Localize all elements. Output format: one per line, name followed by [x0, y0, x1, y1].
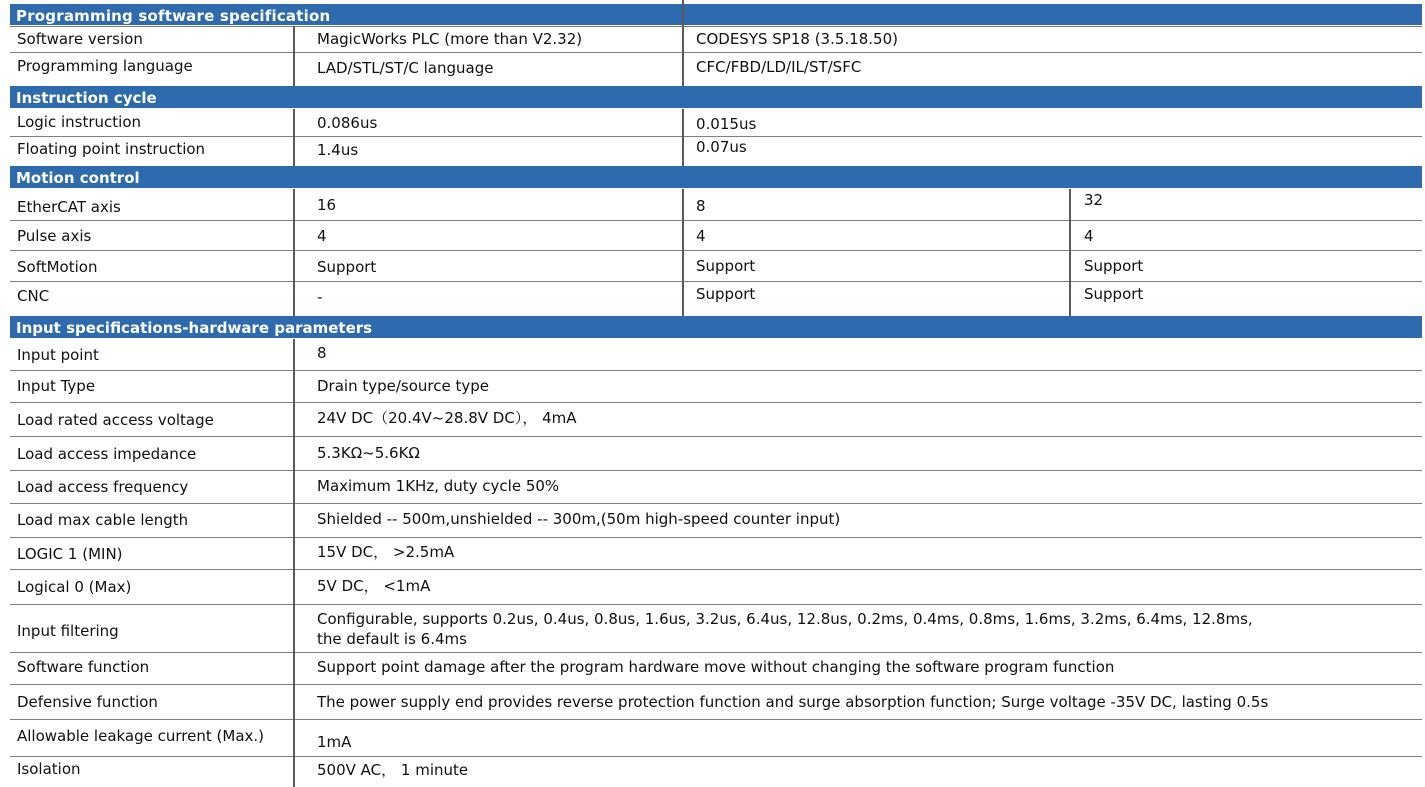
- section-header-motion: [10, 166, 1422, 188]
- value-2: 0.07us: [696, 138, 747, 156]
- value-1: 1.4us: [317, 141, 359, 159]
- row-label: Isolation: [17, 760, 81, 778]
- value-2: Support: [696, 285, 756, 303]
- row-label: Programming language: [17, 57, 193, 75]
- value-codesys: CFC/FBD/LD/IL/ST/SFC: [696, 58, 862, 76]
- divider: [10, 436, 1422, 437]
- section-header-input: [10, 316, 1422, 338]
- divider: [10, 281, 1422, 282]
- value-3: 4: [1084, 227, 1094, 245]
- value-2: Support: [696, 257, 756, 275]
- column-separator: [1069, 189, 1071, 316]
- row-label: Input point: [17, 346, 99, 364]
- value-2: 4: [696, 227, 706, 245]
- value: 5V DC， <1mA: [317, 577, 431, 595]
- divider: [10, 604, 1422, 605]
- section-title: Input specifications-hardware parameters: [16, 319, 373, 337]
- value-continued: the default is 6.4ms: [317, 630, 467, 648]
- row-label: SoftMotion: [17, 258, 98, 276]
- value: Drain type/source type: [317, 377, 490, 395]
- row-label: Load rated access voltage: [17, 411, 214, 429]
- column-separator: [682, 189, 684, 316]
- value-1: 0.086us: [317, 114, 378, 132]
- divider: [10, 26, 1422, 27]
- column-separator: [293, 339, 295, 787]
- section-header-instruction: [10, 86, 1422, 108]
- column-separator: [293, 109, 295, 166]
- value: Configurable, supports 0.2us, 0.4us, 0.8us, 1.6us, 3.2us, 6.4us, 12.8us, 0.2ms, 0.4ms, 0.8ms, 1.6ms, 3.2ms, 6.4ms, 12.8ms,: [317, 610, 1253, 628]
- value: Shielded -- 500m,unshielded -- 300m,(50m high-speed counter input): [317, 510, 841, 528]
- divider: [10, 136, 1422, 137]
- column-separator: [682, 109, 684, 166]
- row-label: Load access impedance: [17, 445, 197, 463]
- column-separator: [293, 189, 295, 316]
- value: The power supply end provides reverse protection function and surge absorption function; Surge voltage -35V DC, lasting 0.5s: [317, 693, 1269, 711]
- divider: [10, 52, 1422, 53]
- value-3: Support: [1084, 285, 1144, 303]
- section-header-programming: [10, 4, 1422, 25]
- value: 8: [317, 344, 327, 362]
- divider: [10, 503, 1422, 504]
- divider: [10, 719, 1422, 720]
- value: 5.3KΩ~5.6KΩ: [317, 444, 420, 462]
- divider: [10, 370, 1422, 371]
- row-label: Logic instruction: [17, 113, 141, 131]
- row-label: LOGIC 1 (MIN): [17, 545, 123, 563]
- divider: [10, 402, 1422, 403]
- value-1: -: [317, 288, 323, 306]
- value: 15V DC， >2.5mA: [317, 543, 455, 561]
- value: 500V AC， 1 minute: [317, 761, 469, 779]
- divider: [10, 652, 1422, 653]
- row-label: Input Type: [17, 377, 96, 395]
- row-label: Defensive function: [17, 693, 158, 711]
- column-separator: [682, 0, 684, 86]
- divider: [10, 537, 1422, 538]
- row-label: Pulse axis: [17, 227, 92, 245]
- value: 24V DC（20.4V~28.8V DC）， 4mA: [317, 409, 577, 427]
- section-title: Motion control: [16, 169, 140, 187]
- row-label: Allowable leakage current (Max.): [17, 727, 265, 745]
- divider: [10, 470, 1422, 471]
- divider: [10, 250, 1422, 251]
- value: Support point damage after the program hardware move without changing the software program function: [317, 658, 1115, 676]
- section-title: Programming software specification: [16, 7, 331, 25]
- value-magicworks: LAD/STL/ST/C language: [317, 59, 494, 77]
- divider: [10, 684, 1422, 685]
- row-label: Input filtering: [17, 622, 119, 640]
- value-3: Support: [1084, 257, 1144, 275]
- row-label: Software function: [17, 658, 150, 676]
- divider: [10, 220, 1422, 221]
- row-label: EtherCAT axis: [17, 198, 121, 216]
- row-label: CNC: [17, 287, 50, 305]
- row-label: Logical 0 (Max): [17, 578, 132, 596]
- value-2: 0.015us: [696, 115, 757, 133]
- divider: [10, 569, 1422, 570]
- section-title: Instruction cycle: [16, 89, 157, 107]
- value-3: 32: [1084, 191, 1104, 209]
- row-label: Load max cable length: [17, 511, 189, 529]
- value-1: 4: [317, 227, 327, 245]
- row-label: Floating point instruction: [17, 140, 206, 158]
- value-magicworks: MagicWorks PLC (more than V2.32): [317, 30, 583, 48]
- row-label: Software version: [17, 30, 143, 48]
- value: Maximum 1KHz, duty cycle 50%: [317, 477, 560, 495]
- value: 1mA: [317, 733, 352, 751]
- row-label: Load access frequency: [17, 478, 189, 496]
- divider: [10, 756, 1422, 757]
- value-1: 16: [317, 196, 337, 214]
- value-codesys: CODESYS SP18 (3.5.18.50): [696, 30, 898, 48]
- value-2: 8: [696, 197, 706, 215]
- column-separator: [293, 26, 295, 86]
- value-1: Support: [317, 258, 377, 276]
